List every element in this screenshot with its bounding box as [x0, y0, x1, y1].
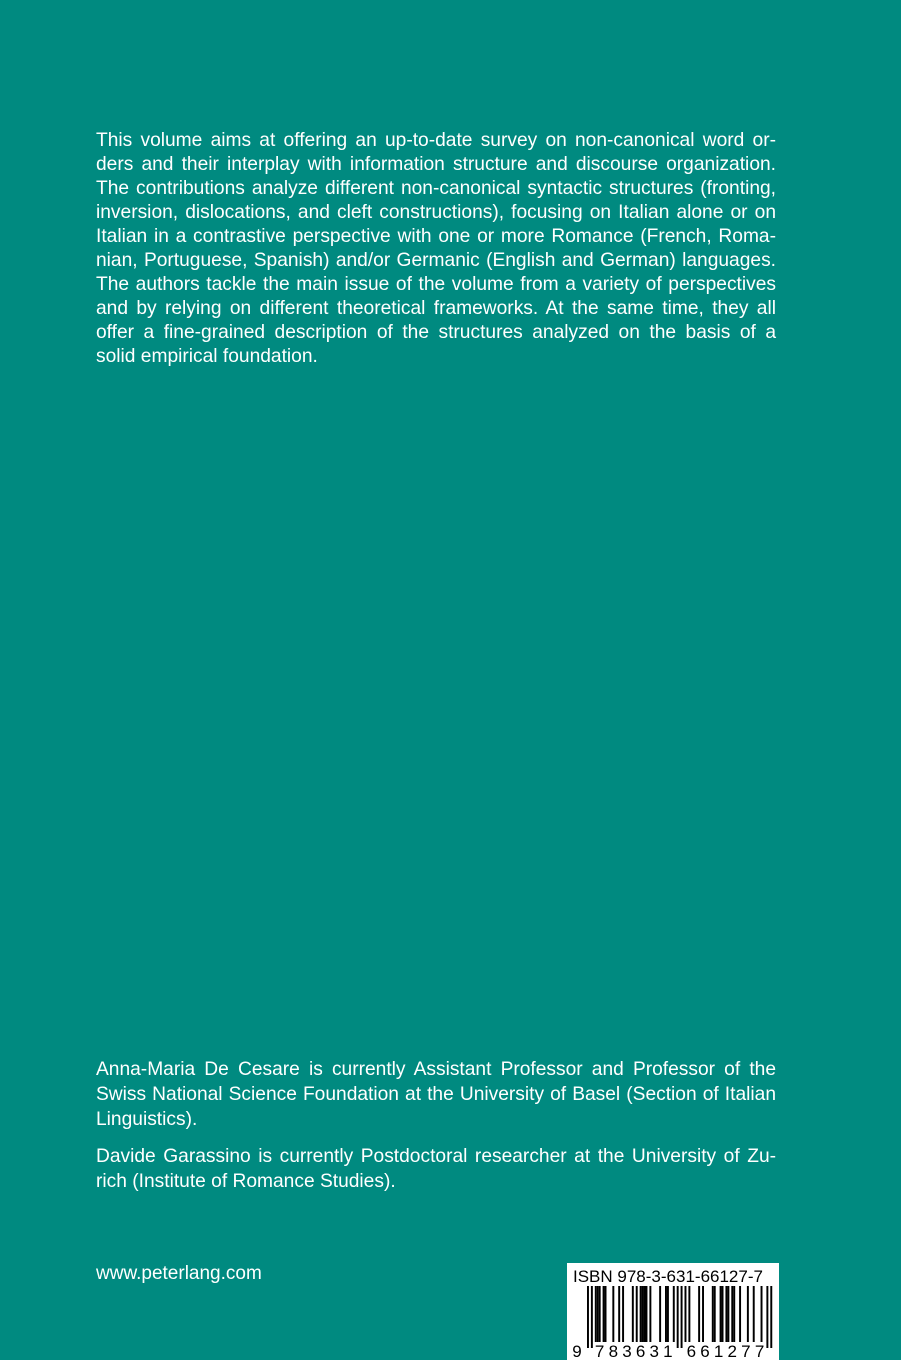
barcode-bar	[591, 1286, 593, 1348]
description-line: solid empirical foundation.	[96, 346, 318, 367]
barcode-bar	[747, 1286, 749, 1342]
description-line: This volume aims at offering an up-to-date survey on non-canonical word or-	[96, 130, 776, 151]
description-line: nian, Portuguese, Spanish) and/or Germanic (English and German) languages.	[96, 250, 776, 271]
barcode-bar	[677, 1286, 679, 1348]
barcode-digit: 9	[572, 1342, 582, 1360]
barcode-digit: 7	[594, 1342, 605, 1360]
barcode-digit: 1	[663, 1342, 673, 1360]
barcode-digit: 6	[700, 1342, 710, 1360]
barcode-bar	[649, 1286, 651, 1342]
barcode-bar	[599, 1286, 601, 1342]
barcode-bar	[722, 1286, 724, 1342]
barcode-bar	[702, 1286, 704, 1342]
barcode-bar	[612, 1286, 614, 1342]
barcode-digit: 3	[622, 1342, 632, 1360]
barcode-bar	[681, 1286, 683, 1348]
barcode-bar	[632, 1286, 634, 1342]
barcode-bar	[714, 1286, 716, 1342]
barcode-bar	[659, 1286, 661, 1342]
barcode-bar	[640, 1286, 642, 1342]
barcode-bar	[753, 1286, 755, 1342]
description-line: Italian in a contrastive perspective with one or more Romance (French, Roma-	[96, 226, 776, 247]
barcode-digit: 7	[754, 1342, 765, 1360]
barcode-bar	[770, 1286, 772, 1348]
bio-line: rich (Institute of Romance Studies).	[96, 1171, 396, 1192]
barcode-bar	[665, 1286, 667, 1342]
barcode-digit: 3	[649, 1342, 660, 1360]
barcode-bar	[731, 1286, 733, 1342]
barcode-bar	[646, 1286, 648, 1342]
bio-line: Anna-Maria De Cesare is currently Assistant Professor and Professor of the	[96, 1059, 776, 1080]
barcode-bar	[595, 1286, 597, 1342]
isbn-label: ISBN 978-3-631-66127-7	[573, 1267, 763, 1286]
barcode-bar	[587, 1286, 589, 1348]
bio-line: Swiss National Science Foundation at the University of Basel (Section of Italian	[96, 1084, 776, 1105]
barcode-bar	[618, 1286, 620, 1342]
barcode-digit: 1	[713, 1342, 724, 1360]
barcode-bar	[622, 1286, 624, 1342]
barcode-icon	[567, 1263, 779, 1360]
isbn-barcode-block	[567, 1263, 779, 1360]
barcode-bar	[712, 1286, 714, 1342]
description-line: and by relying on different theoretical frameworks. At the same time, they all	[96, 298, 776, 319]
description-line: offer a fine-grained description of the structures analyzed on the basis of a	[96, 322, 776, 343]
barcode-digit: 7	[741, 1342, 751, 1360]
barcode-digit: 6	[635, 1342, 646, 1360]
bio-line: Davide Garassino is currently Postdoctoral researcher at the University of Zu-	[96, 1146, 776, 1167]
barcode-bar	[761, 1286, 763, 1342]
barcode-bar	[636, 1286, 638, 1342]
barcode-bar	[725, 1286, 727, 1342]
barcode-bar	[685, 1286, 687, 1342]
barcode-bar	[733, 1286, 735, 1342]
barcode-bar	[688, 1286, 690, 1342]
bio-line: Linguistics).	[96, 1109, 198, 1130]
barcode-bar	[644, 1286, 646, 1342]
barcode-bar	[667, 1286, 669, 1342]
barcode-bar	[642, 1286, 644, 1342]
barcode-digit: 6	[686, 1342, 697, 1360]
description-line: inversion, dislocations, and cleft constructions), focusing on Italian alone or on	[96, 202, 776, 223]
barcode-bar	[766, 1286, 768, 1348]
barcode-bar	[605, 1286, 607, 1342]
barcode-digit: 2	[727, 1342, 738, 1360]
barcode-bar	[739, 1286, 741, 1342]
barcode-bar	[698, 1286, 700, 1342]
description-line: The contributions analyze different non-canonical syntactic structures (fronting,	[96, 178, 776, 199]
barcode-digit: 8	[608, 1342, 619, 1360]
barcode-bar	[597, 1286, 599, 1342]
barcode-bar	[720, 1286, 722, 1342]
barcode-bar	[727, 1286, 729, 1342]
barcode-bar	[603, 1286, 605, 1342]
description-line: ders and their interplay with information structure and discourse organization.	[96, 154, 776, 175]
description-line: The authors tackle the main issue of the volume from a variety of perspectives	[96, 274, 776, 295]
barcode-bar	[673, 1286, 675, 1342]
publisher-website: www.peterlang.com	[96, 1263, 262, 1284]
